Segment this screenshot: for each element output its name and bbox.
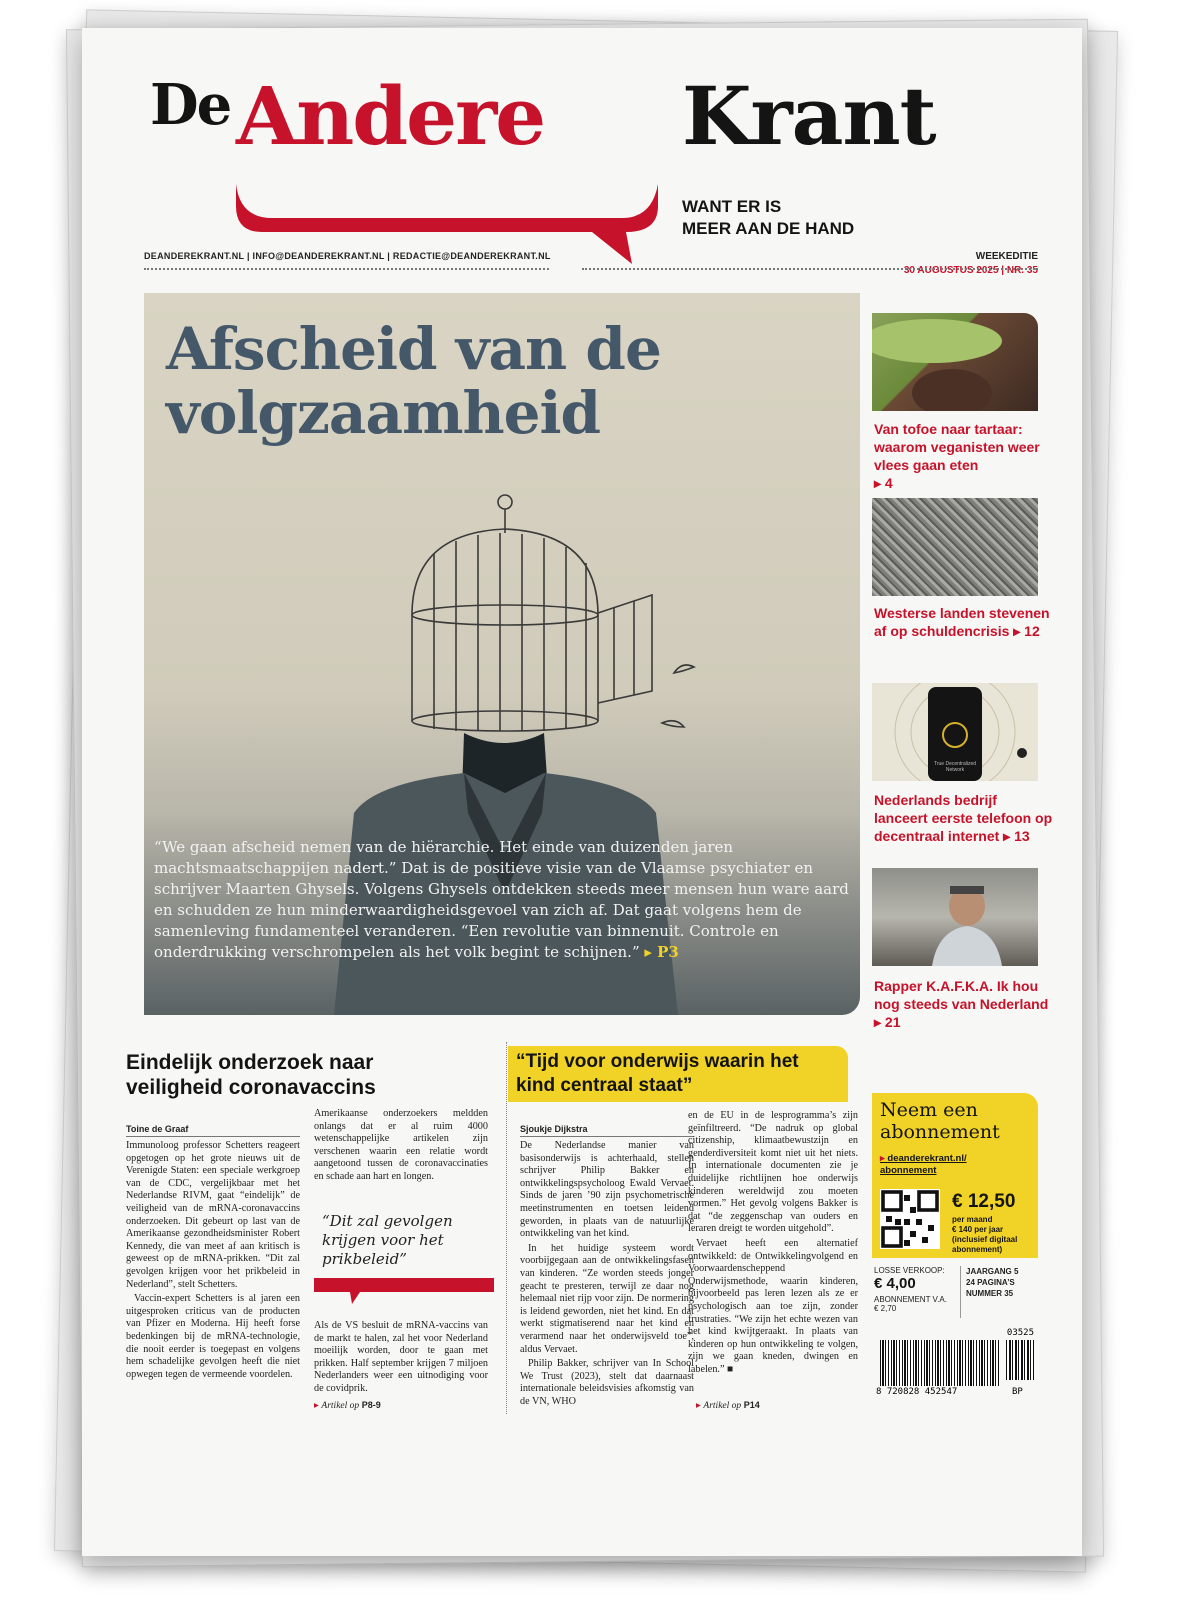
losse-verkoop-label: LOSSE VERKOOP: — [874, 1266, 945, 1275]
hero-headline: Afscheid van de volgzaamheid — [166, 315, 661, 447]
teaser-page-ref: ▸ 12 — [1013, 623, 1040, 639]
losse-verkoop-price: € 4,00 — [874, 1275, 916, 1292]
abonnement-label: ABONNEMENT V.A. — [874, 1295, 947, 1304]
teaser-image-phone[interactable] — [872, 683, 1038, 781]
subscription-title: Neem een abonnement — [880, 1099, 1000, 1143]
barcode-suffix-bars — [1006, 1340, 1034, 1380]
subscription-price-details: per maand € 140 per jaar (inclusief digitaal abonnement) — [952, 1215, 1018, 1254]
arrow-icon: ▸ — [314, 1400, 322, 1411]
paginas: 24 PAGINA’S — [966, 1278, 1015, 1287]
teaser-image-lettuce[interactable] — [872, 313, 1038, 411]
contact-line: DEANDEREKRANT.NL | INFO@DEANDEREKRANT.NL | REDACTIE@DEANDEREKRANT.NL — [144, 251, 551, 261]
divider — [582, 268, 1038, 270]
barcode-top-number: 03525 — [1006, 1328, 1034, 1338]
teaser-schuldencrisis[interactable]: Westerse landen stevenen af op schuldencrisis ▸ 12 — [874, 605, 1050, 639]
newspaper-front-page — [82, 28, 1082, 1556]
divider — [960, 1266, 961, 1318]
edition-label: WEEKEDITIE — [975, 251, 1038, 262]
column-divider — [506, 1042, 508, 1414]
teaser-rapper[interactable]: Rapper K.A.F.K.A. Ik hou nog steeds van Nederland ▸ 21 — [874, 978, 1049, 1030]
jaargang: JAARGANG 5 — [966, 1267, 1019, 1276]
masthead-andere: Andere — [236, 69, 545, 163]
barcode-suffix: BP — [1012, 1387, 1023, 1397]
masthead-krant: Krant — [682, 69, 936, 163]
article-vaccins-col1: Immunoloog professor Schetters reageert opgetogen op het grote nieuws uit de Verenigde Staten: een speciale werkgroep van de CDC, vergelijkbaar met het Nederlandse RIVM, gaat “eindelijk” de veiligheid van de mRNA-coronavaccins onderzoeken. Dit gebeurt op last van de Amerikaanse gezondheidsminister Robert Kennedy, die van meet af aan kritisch is geweest op de mRNA-prikken. “Dit zal gevolgen krijgen voor het prikbeleid in Nederland”, stelt Schetters. Vaccin-expert Schetters is al jaren een uitgesproken criticus van de producten van Pfizer en Moderna. Hij heeft forse bedenkingen bij de mRNA-technologie, die nooit eerder is toegepast en volgens hem schadelijke gevolgen heeft die niet opwegen tegen de vermeende voordelen. — [126, 1140, 300, 1380]
barcode — [876, 1328, 1036, 1398]
teaser-page-ref: ▸ 4 — [874, 475, 893, 491]
article-vaccins-headline[interactable]: Eindelijk onderzoek naar veiligheid coronavaccins — [126, 1051, 376, 1099]
divider — [144, 268, 549, 270]
edition-date: 30 AUGUSTUS 2025 | NR. 35 — [903, 265, 1038, 276]
article-vaccins-page-ref[interactable]: ▸ Artikel op P8-9 — [314, 1400, 381, 1411]
hero-quote: “We gaan afscheid nemen van de hiërarchie. Het einde van duizenden jaren machtsmaatschappijen nadert.” Dat is de positieve visie van de Vlaamse psychiater en schrijver Maarten Ghysels. Volgens Ghysels ontdekken steeds meer mensen hun ware aard en schudden ze hun minderwaardigheidsgevoel van zich af. Dat gaat volgens hem de samenleving fundamenteel veranderen. “Een revolutie van binnenuit. Controle en onderdrukking verschrompelen als het volk begint te schijnen.” ▸ P3 — [154, 838, 849, 961]
article-onderwijs-headline[interactable]: “Tijd voor onderwijs waarin het kind centraal staat” — [508, 1046, 848, 1102]
teaser-page-ref: ▸ 21 — [874, 1014, 901, 1030]
article-vaccins-col2a: Amerikaanse onderzoekers meldden onlangs dat er al ruim 4000 wetenschappelijke artikelen zijn verschenen waarin een relatie wordt aangetoond tussen de coronavaccinaties en schade aan hart en longen. — [314, 1108, 488, 1182]
lettuce-face-illustration — [872, 313, 1038, 411]
hero-feature[interactable] — [144, 293, 860, 1015]
edition-info — [904, 250, 1038, 278]
teaser-veganisten[interactable]: Van tofoe naar tartaar: waarom veganisten weer vlees gaan eten ▸ 4 — [874, 421, 1040, 491]
phone-label: True Decentralized Network — [933, 761, 977, 773]
article-onderwijs-byline: Sjoukje Dijkstra — [520, 1124, 694, 1137]
article-onderwijs-col1: De Nederlandse manier van basisonderwijs is achterhaald, stellen schrijver Philip Bakker en ontwikkelingspsycholoog Ewald Vervaet. Sinds de jaren ’90 zijn psychometrische meetinstrumenten en toetsen leidend geworden, in plaats van de natuurlijke ontwikkeling van het kind. In het huidige systeem wordt voorbijgegaan aan de ontwikkelingsfasen van kinderen. “Ze worden steeds jonger geacht te presteren, terwijl ze daar nog helemaal niet rijp voor zijn. De normering is leidend geworden, niet het kind. En dat werkt stigmatiserend naar het kind en verarmend naar het onderwijsveld toe”, aldus Vervaet. Philip Bakker, schrijver van In School We Trust (2023), stelt dat daarnaast internationale beleidsvisies afkomstig van de VN, WHO — [520, 1140, 694, 1407]
teaser-image-rapper[interactable] — [872, 868, 1038, 966]
teaser-telefoon[interactable]: Nederlands bedrijf lanceert eerste telefoon op decentraal internet ▸ 13 — [874, 792, 1053, 844]
nummer: NUMMER 35 — [966, 1289, 1014, 1298]
barcode-bars — [880, 1340, 1000, 1386]
subscription-box[interactable] — [872, 1093, 1038, 1258]
qr-code-icon[interactable] — [880, 1189, 940, 1249]
subscription-price: € 12,50 — [952, 1191, 1016, 1212]
rapper-photo — [872, 868, 1038, 966]
arrow-icon: ▸ — [880, 1153, 888, 1164]
subscription-link[interactable]: ▸ deanderekrant.nl/ abonnement — [880, 1153, 967, 1176]
teaser-page-ref: ▸ 13 — [1003, 828, 1030, 844]
article-vaccins-byline: Toine de Graaf — [126, 1124, 300, 1137]
article-vaccins-col2b: Als de VS besluit de mRNA-vaccins van de markt te halen, zal het voor Nederland moeilijk worden, door te gaan met prikken. Half september krijgen 7 miljoen Nederlanders weer een uitnodiging voor de covidprik. — [314, 1320, 488, 1394]
abonnement-price: € 2,70 — [874, 1304, 897, 1313]
hero-page-ref[interactable]: ▸ P3 — [644, 943, 679, 961]
article-onderwijs-page-ref[interactable]: ▸ Artikel op P14 — [696, 1400, 760, 1411]
barcode-number: 8 720828 452547 — [876, 1387, 958, 1397]
masthead-tagline: WANT ER IS MEER AAN DE HAND — [682, 197, 855, 238]
masthead-speech-bubble — [232, 156, 662, 266]
article-vaccins-pullquote: “Dit zal gevolgen krijgen voor het prikbeleid” — [322, 1212, 453, 1268]
pullquote-bubble — [314, 1274, 494, 1304]
arrow-icon: ▸ — [696, 1400, 704, 1411]
article-onderwijs-col2: en de EU in de lesprogramma’s zijn geïnfiltreerd. “De nadruk op global citizenship, klimaatbewustzijn en genderdiversiteit komt niet uit het niets. In internationale documenten zie je duidelijke richtlijnen hoe onderwijs kinderen wereldwijd zou moeten vormen.” Het gevolg volgens Bakker is dat “de zeggenschap van ouders en leraren dreigt te worden uitgehold”. Vervaet heeft een alternatief ontwikkeld: de Ontwikkelingvolgend en Voorwaardenscheppend Onderwijsmethode, waarin kinderen, bijvoorbeeld pas leren lezen als ze er psychologisch aan toe zijn, zonder frustraties. “We zijn het echte wezen van het kind kwijtgeraakt. In plaats van kinderen op hun ontwikkeling te volgen, zijn we gaan kneden, dwingen en labelen.” ■ — [688, 1110, 858, 1375]
teaser-image-coins[interactable] — [872, 498, 1038, 596]
masthead-de: De — [150, 72, 231, 138]
